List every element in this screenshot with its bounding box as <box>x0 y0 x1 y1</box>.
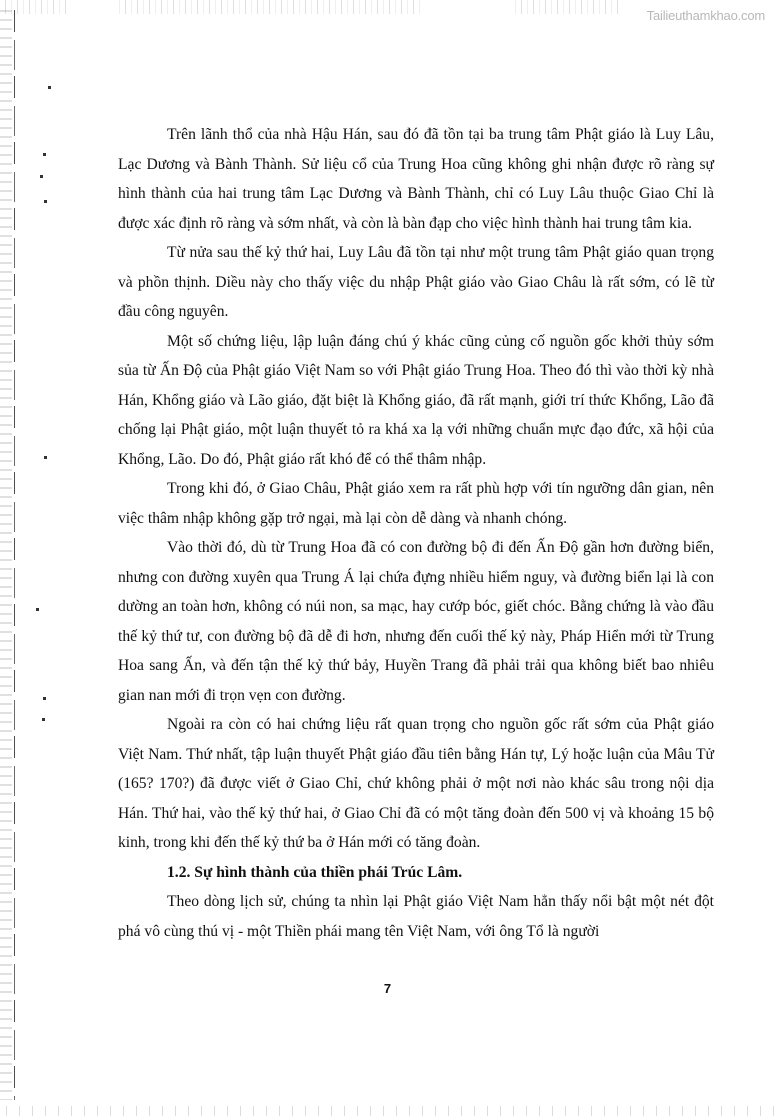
section-heading: 1.2. Sự hình thành của thiền phái Trúc Lâm. <box>167 863 463 881</box>
paragraph: Theo dòng lịch sử, chúng ta nhìn lại Phật giáo Việt Nam hẳn thấy nổi bật một nét đột phá vô cùng thú vị - một Thiền phái mang tên Việt Nam, với ông Tổ là người <box>118 893 714 940</box>
scan-speck <box>48 86 51 89</box>
paragraph: Từ nửa sau thế kỷ thứ hai, Luy Lâu đã tồn tại như một trung tâm Phật giáo quan trọng và phồn thịnh. Diều này cho thấy việc du nhập Phật giáo vào Giao Châu là rất sớm, có lẽ từ đầu công nguyên. <box>118 244 714 320</box>
scan-speck <box>43 697 46 700</box>
scan-speck <box>40 175 43 178</box>
scan-artifact-bottom <box>0 1106 775 1116</box>
scan-speck <box>42 718 45 721</box>
scan-speck <box>36 608 39 611</box>
document-body <box>118 120 714 946</box>
page-number: 7 <box>383 981 392 996</box>
paragraph: Ngoài ra còn có hai chứng liệu rất quan trọng cho nguồn gốc rất sớm của Phật giáo Việt Nam. Thứ nhất, tập luận thuyết Phật giáo đầu tiên bằng Hán tự, Lý hoặc luận của Mâu Tử (165? 170?) đã được viết ở Giao Chỉ, chứ không phải ở một nơi nào khác sâu trong nội dịa Hán. Thứ hai, vào thế kỷ thứ hai, ở Giao Chỉ đã có một tăng đoàn đến 500 vị và khoảng 15 bộ kinh, trong khi đến thế kỷ thứ ba ở Hán mới có tăng đoàn. <box>118 716 714 851</box>
paragraph: Trên lãnh thổ của nhà Hậu Hán, sau đó đã tồn tại ba trung tâm Phật giáo là Luy Lâu, Lạc Dương và Bành Thành. Sử liệu cổ của Trung Hoa cũng không ghi nhận được rõ ràng sự hình thành của hai trung tâm Lạc Dương và Bành Thành, chỉ có Luy Lâu thuộc Giao Chỉ là được xác định rõ ràng và sớm nhất, và còn là bàn đạp cho việc hình thành hai trung tâm kia. <box>118 126 714 232</box>
paragraph: Vào thời đó, dù từ Trung Hoa đã có con đường bộ đi đến Ấn Độ gần hơn đường biển, nhưng con đường xuyên qua Trung Á lại chứa đựng nhiều hiểm nguy, và đường biển lại là con dường an toàn hơn, không có núi non, sa mạc, hay cướp bóc, giết chóc. Bằng chứng là vào đầu thế kỷ thứ tư, con đường bộ đã dễ đi hơn, nhưng đến cuối thế kỷ này, Pháp Hiển mới từ Trung Hoa sang Ấn, và đến tận thế kỷ thứ bảy, Huyền Trang đã phải trải qua không biết bao nhiêu gian nan mới đi trọn vẹn con đường. <box>118 539 714 704</box>
paragraph: Một số chứng liệu, lập luận đáng chú ý khác cũng củng cố nguồn gốc khởi thủy sớm sủa từ Ấn Độ của Phật giáo Việt Nam so với Phật giáo Trung Hoa. Theo đó thì vào thời kỳ nhà Hán, Khổng giáo và Lão giáo, đặt biệt là Khổng giáo, đã rất mạnh, giới trí thức Khổng, Lão đã chống lại Phật giáo, một luận thuyết tỏ ra khá xa lạ với những chuẩn mực đạo đức, xã hội của Khổng, Lão. Do đó, Phật giáo rất khó để có thể thâm nhập. <box>118 332 714 468</box>
scan-speck <box>44 200 47 203</box>
watermark: Tailieuthamkhao.com <box>646 8 765 23</box>
paragraph: Trong khi đó, ở Giao Châu, Phật giáo xem ra rất phù hợp với tín ngưỡng dân gian, nên việc thâm nhập không gặp trở ngại, mà lại còn dễ dàng và nhanh chóng. <box>118 480 714 527</box>
scan-artifact-margin-line <box>14 10 15 1100</box>
scan-artifact-left-noise <box>0 10 12 1100</box>
scan-speck <box>43 153 46 156</box>
scan-speck <box>44 456 47 459</box>
